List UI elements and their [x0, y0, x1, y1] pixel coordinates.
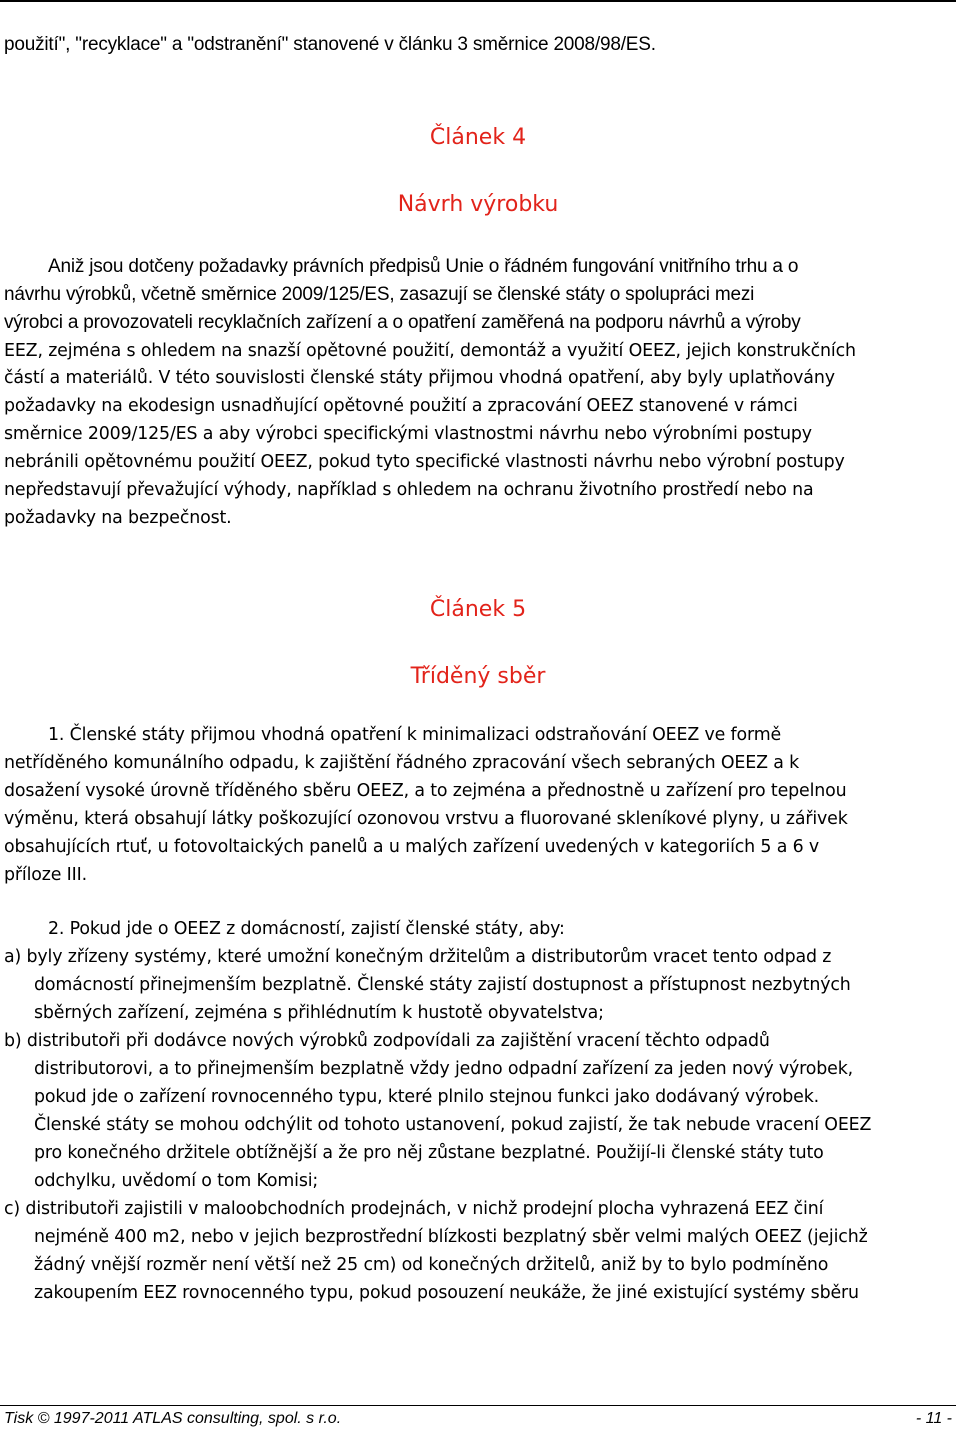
paragraph-1-line: 1. Členské státy přijmou vhodná opatření k minimalizaci odstraňování OEEZ ve formě — [48, 725, 782, 745]
paragraph-1-line: příloze III. — [4, 865, 87, 885]
intro-line: použití", "recyklace" a "odstranění" stanovené v článku 3 směrnice 2008/98/ES. — [4, 34, 656, 55]
article-4-line: požadavky na bezpečnost. — [4, 508, 232, 528]
list-item-b-first-line: b) distributoři při dodávce nových výrobků zodpovídali za zajištění vracení těchto odpadů — [4, 1031, 770, 1051]
article-4-line: výrobci a provozovateli recyklačních zařízení a o opatření zaměřená na podporu návrhů a výroby — [4, 312, 801, 333]
list-item-c-line: zakoupením EEZ rovnocenného typu, pokud posouzení neukáže, že jiné existující systémy sběru — [34, 1283, 859, 1303]
article-4-line: nepředstavují převažující výhody, například s ohledem na ochranu životního prostředí nebo na — [4, 480, 814, 500]
list-item-b-line: pro konečného držitele obtížnější a že pro něj zůstane bezplatné. Použijí-li členské státy tuto — [34, 1143, 824, 1163]
article-4-line: Aniž jsou dotčeny požadavky právních předpisů Unie o řádném fungování vnitřního trhu a o — [48, 256, 799, 277]
top-rule — [0, 0, 956, 2]
article-4-line: návrhu výrobků, včetně směrnice 2009/125/ES, zasazují se členské státy o spolupráci mezi — [4, 284, 755, 305]
article-5-title: Tříděný sběr — [410, 664, 546, 689]
list-item-b-line: pokud jde o zařízení rovnocenného typu, které plnilo stejnou funkci jako dodávaný výrobek. — [34, 1087, 820, 1107]
list-item-a-first-line: a) byly zřízeny systémy, které umožní konečným držitelům a distributorům vracet tento odpad z — [4, 947, 832, 967]
paragraph-1-line: obsahujících rtuť, u fotovoltaických panelů a u malých zařízení uvedených v kategoriích 5 a 6 v — [4, 837, 820, 857]
article-5-paragraph-2: 2. Pokud jde o OEEZ z domácností, zajistí členské státy, aby: — [48, 919, 565, 939]
paragraph-1-line: dosažení vysoké úrovně tříděného sběru OEEZ, a to zejména a přednostně u zařízení pro tepelnou — [4, 781, 847, 801]
page-number: - 11 - — [915, 1410, 952, 1427]
footer-copyright: Tisk © 1997-2011 ATLAS consulting, spol. s r.o. — [4, 1410, 342, 1427]
article-5-number: Článek 5 — [429, 597, 527, 622]
list-item-c-line: nejméně 400 m2, nebo v jejich bezprostřední blízkosti bezplatný sběr velmi malých OEEZ (jejichž — [34, 1227, 868, 1247]
article-4-line: požadavky na ekodesign usnadňující opětovné použití a zpracování OEEZ stanovené v rámci — [4, 396, 798, 416]
list-item-c-first-line: c) distributoři zajistili v maloobchodních prodejnách, v nichž prodejní plocha vyhrazená EEZ činí — [4, 1199, 824, 1219]
footer-rule — [0, 1405, 956, 1406]
article-4-line: EEZ, zejména s ohledem na snazší opětovné použití, demontáž a využití OEEZ, jejich konstrukčních — [4, 341, 856, 361]
paragraph-1-line: výměnu, která obsahují látky poškozující ozonovou vrstvu a fluorované skleníkové plyny, u zářivek — [4, 809, 848, 829]
list-item-b-line: odchylku, uvědomí o tom Komisi; — [34, 1171, 319, 1191]
list-item-a-line: domácností přinejmenším bezplatně. Členské státy zajistí dostupnost a přístupnost nezbytných — [34, 975, 851, 995]
article-4-line: nebránili opětovnému použití OEEZ, pokud tyto specifické vlastnosti návrhu nebo výrobní postupy — [4, 452, 845, 472]
article-4-line: směrnice 2009/125/ES a aby výrobci specifickými vlastnostmi návrhu nebo výrobními postupy — [4, 424, 812, 444]
paragraph-1-line: netříděného komunálního odpadu, k zajištění řádného zpracování všech sebraných OEEZ a k — [4, 753, 800, 773]
list-item-b-line: distributorovi, a to přinejmenším bezplatně vždy jedno odpadní zařízení za jeden nový výrobek, — [34, 1059, 854, 1079]
article-4-line: částí a materiálů. V této souvislosti členské státy přijmou vhodná opatření, aby byly uplatňovány — [4, 368, 835, 388]
article-4-title: Návrh výrobku — [397, 192, 559, 217]
list-item-a-line: sběrných zařízení, zejména s přihlédnutím k hustotě obyvatelstva; — [34, 1003, 604, 1023]
list-item-b-line: Členské státy se mohou odchýlit od tohoto ustanovení, pokud zajistí, že tak nebude vracení OEEZ — [34, 1115, 872, 1135]
list-item-c-line: žádný vnější rozměr není větší než 25 cm) od konečných držitelů, aniž by to bylo podmíněno — [34, 1255, 829, 1275]
article-4-number: Článek 4 — [429, 125, 527, 150]
